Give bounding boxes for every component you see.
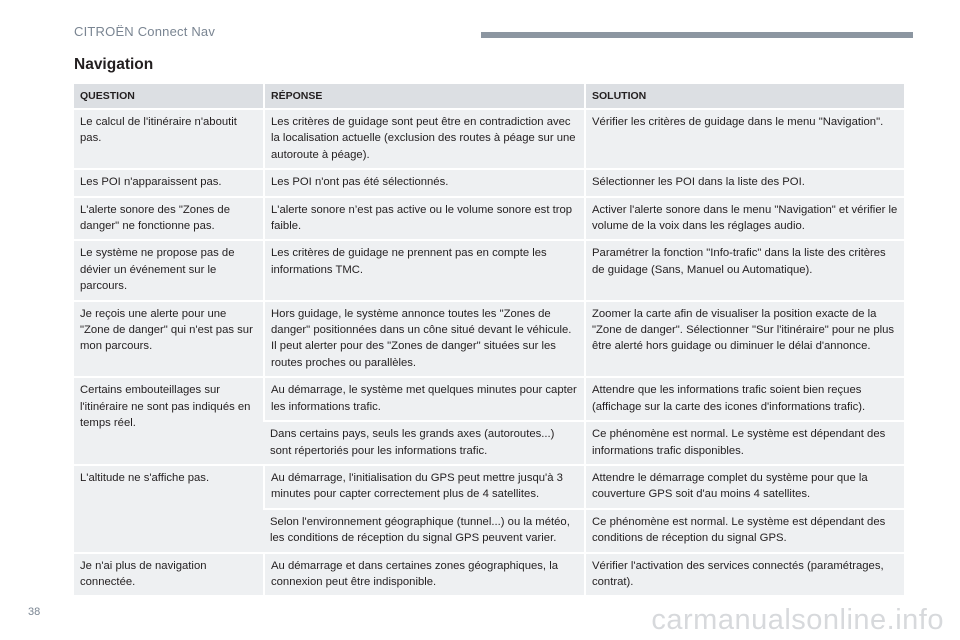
solution-cell: Ce phénomène est normal. Le système est dépendant des conditions de réception du signal GPS. xyxy=(585,509,904,553)
answer-cell: Au démarrage et dans certaines zones géographiques, la connexion peut être indisponible. xyxy=(264,553,585,597)
faq-table xyxy=(74,84,904,597)
table-header-row xyxy=(74,84,904,109)
question-cell: Le système ne propose pas de dévier un événement sur le parcours. xyxy=(74,240,264,300)
question-cell: L'altitude ne s'affiche pas. xyxy=(74,465,264,553)
solution-cell: Vérifier l'activation des services connectés (paramétrages, contrat). xyxy=(585,553,904,597)
question-cell: Je reçois une alerte pour une "Zone de danger" qui n'est pas sur mon parcours. xyxy=(74,301,264,378)
solution-cell: Paramétrer la fonction "Info-trafic" dans la liste des critères de guidage (Sans, Manuel ou Automatique). xyxy=(585,240,904,300)
column-header-question: QUESTION xyxy=(74,84,264,109)
question-cell: Je n'ai plus de navigation connectée. xyxy=(74,553,264,597)
header-title: CITROËN Connect Nav xyxy=(74,24,216,39)
header-bar xyxy=(481,32,913,38)
table-row xyxy=(74,465,904,509)
table-row xyxy=(74,109,904,169)
table-row xyxy=(74,240,904,300)
column-header-answer: RÉPONSE xyxy=(264,84,585,109)
watermark: carmanualsonline.info xyxy=(651,604,944,636)
table-row xyxy=(74,197,904,241)
answer-cell: Selon l'environnement géographique (tunnel...) ou la météo, les conditions de réception du signal GPS peuvent varier. xyxy=(264,509,585,553)
solution-cell: Sélectionner les POI dans la liste des POI. xyxy=(585,169,904,196)
solution-cell: Ce phénomène est normal. Le système est dépendant des informations trafic disponibles. xyxy=(585,421,904,465)
answer-cell: Au démarrage, l'initialisation du GPS peut mettre jusqu'à 3 minutes pour capter correctement plus de 4 satellites. xyxy=(264,465,585,509)
answer-cell: Les POI n'ont pas été sélectionnés. xyxy=(264,169,585,196)
question-cell: L'alerte sonore des "Zones de danger" ne fonctionne pas. xyxy=(74,197,264,241)
answer-cell: Les critères de guidage sont peut être en contradiction avec la localisation actuelle (exclusion des routes à péage sur une autoroute à péage). xyxy=(264,109,585,169)
question-cell: Certains embouteillages sur l'itinéraire ne sont pas indiqués en temps réel. xyxy=(74,377,264,465)
section-title: Navigation xyxy=(74,56,154,73)
question-cell: Les POI n'apparaissent pas. xyxy=(74,169,264,196)
answer-cell: Dans certains pays, seuls les grands axes (autoroutes...) sont répertoriés pour les informations trafic. xyxy=(264,421,585,465)
answer-cell: Les critères de guidage ne prennent pas en compte les informations TMC. xyxy=(264,240,585,300)
solution-cell: Activer l'alerte sonore dans le menu "Navigation" et vérifier le volume de la voix dans les réglages audio. xyxy=(585,197,904,241)
answer-cell: L'alerte sonore n’est pas active ou le volume sonore est trop faible. xyxy=(264,197,585,241)
solution-cell: Attendre le démarrage complet du système pour que la couverture GPS soit d'au moins 4 satellites. xyxy=(585,465,904,509)
answer-cell: Au démarrage, le système met quelques minutes pour capter les informations trafic. xyxy=(264,377,585,421)
table-row xyxy=(74,301,904,378)
solution-cell: Zoomer la carte afin de visualiser la position exacte de la "Zone de danger". Sélectionner "Sur l'itinéraire" pour ne plus être alerté hors guidage ou diminuer le délai d'annonce. xyxy=(585,301,904,378)
solution-cell: Attendre que les informations trafic soient bien reçues (affichage sur la carte des icones d'informations trafic). xyxy=(585,377,904,421)
question-cell: Le calcul de l'itinéraire n'aboutit pas. xyxy=(74,109,264,169)
table-row xyxy=(74,377,904,421)
solution-cell: Vérifier les critères de guidage dans le menu "Navigation". xyxy=(585,109,904,169)
page-number: 38 xyxy=(28,606,41,618)
table-row xyxy=(74,169,904,196)
column-header-solution: SOLUTION xyxy=(585,84,904,109)
answer-cell: Hors guidage, le système annonce toutes les "Zones de danger" positionnées dans un cône situé devant le véhicule. Il peut alerter pour des "Zones de danger" situées sur les routes proches ou parallèles. xyxy=(264,301,585,378)
table-row xyxy=(74,553,904,597)
